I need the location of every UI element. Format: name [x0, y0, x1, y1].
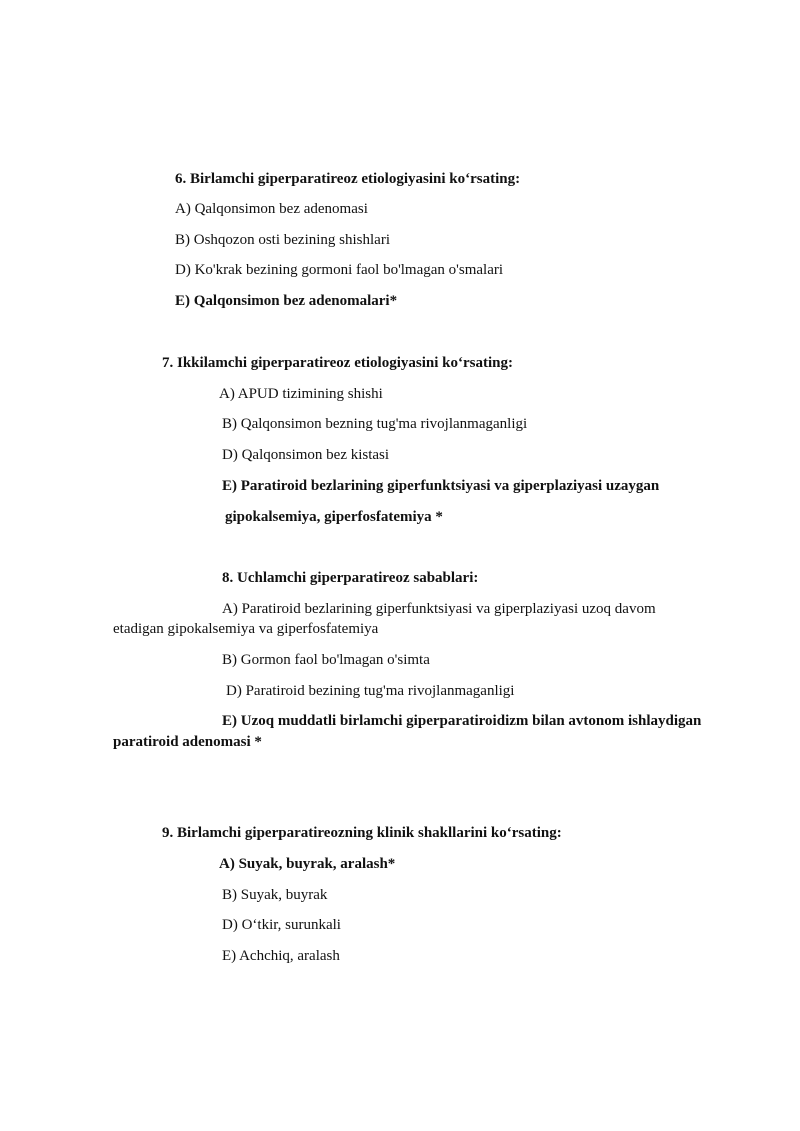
question-8-option-a: A) Paratiroid bezlarining giperfunktsiyasi va giperplaziyasi uzoq davom — [222, 601, 656, 617]
question-7-title: 7. Ikkilamchi giperparatireoz etiologiyasini ko‘rsating: — [162, 355, 513, 371]
question-9-option-e: E) Achchiq, aralash — [222, 948, 340, 964]
question-8-option-a-continuation: etadigan gipokalsemiya va giperfosfatemiya — [113, 621, 379, 637]
question-6-option-e-correct: E) Qalqonsimon bez adenomalari* — [175, 293, 398, 309]
question-7-option-e-correct: E) Paratiroid bezlarining giperfunktsiyasi va giperplaziyasi uzaygan — [222, 478, 660, 494]
question-8-option-e-correct: E) Uzoq muddatli birlamchi giperparatiroidizm bilan avtonom ishlaydigan — [222, 713, 702, 729]
question-7-option-e-continuation: gipokalsemiya, giperfosfatemiya * — [225, 509, 443, 525]
question-6-option-d: D) Ko'krak bezining gormoni faol bo'lmagan o'smalari — [175, 262, 504, 278]
question-6-option-a: A) Qalqonsimon bez adenomasi — [175, 201, 368, 217]
question-9-option-a-correct: A) Suyak, buyrak, aralash* — [219, 856, 396, 872]
question-9-option-d: D) O‘tkir, surunkali — [222, 917, 341, 933]
question-9-option-b: B) Suyak, buyrak — [222, 887, 328, 903]
question-8-option-e-continuation: paratiroid adenomasi * — [113, 734, 262, 750]
question-8-title: 8. Uchlamchi giperparatireoz sabablari: — [222, 570, 479, 586]
question-7-option-b: B) Qalqonsimon bezning tug'ma rivojlanmaganligi — [222, 416, 528, 432]
question-7-option-d: D) Qalqonsimon bez kistasi — [222, 447, 390, 463]
question-9-title: 9. Birlamchi giperparatireozning klinik shakllarini ko‘rsating: — [162, 825, 562, 841]
question-7-option-a: A) APUD tizimining shishi — [219, 386, 383, 402]
question-6-title: 6. Birlamchi giperparatireoz etiologiyasini ko‘rsating: — [175, 171, 521, 187]
question-8-option-b: B) Gormon faol bo'lmagan o'simta — [222, 652, 430, 668]
question-6-option-b: B) Oshqozon osti bezining shishlari — [175, 232, 390, 248]
question-8-option-d: D) Paratiroid bezining tug'ma rivojlanmaganligi — [226, 683, 515, 699]
